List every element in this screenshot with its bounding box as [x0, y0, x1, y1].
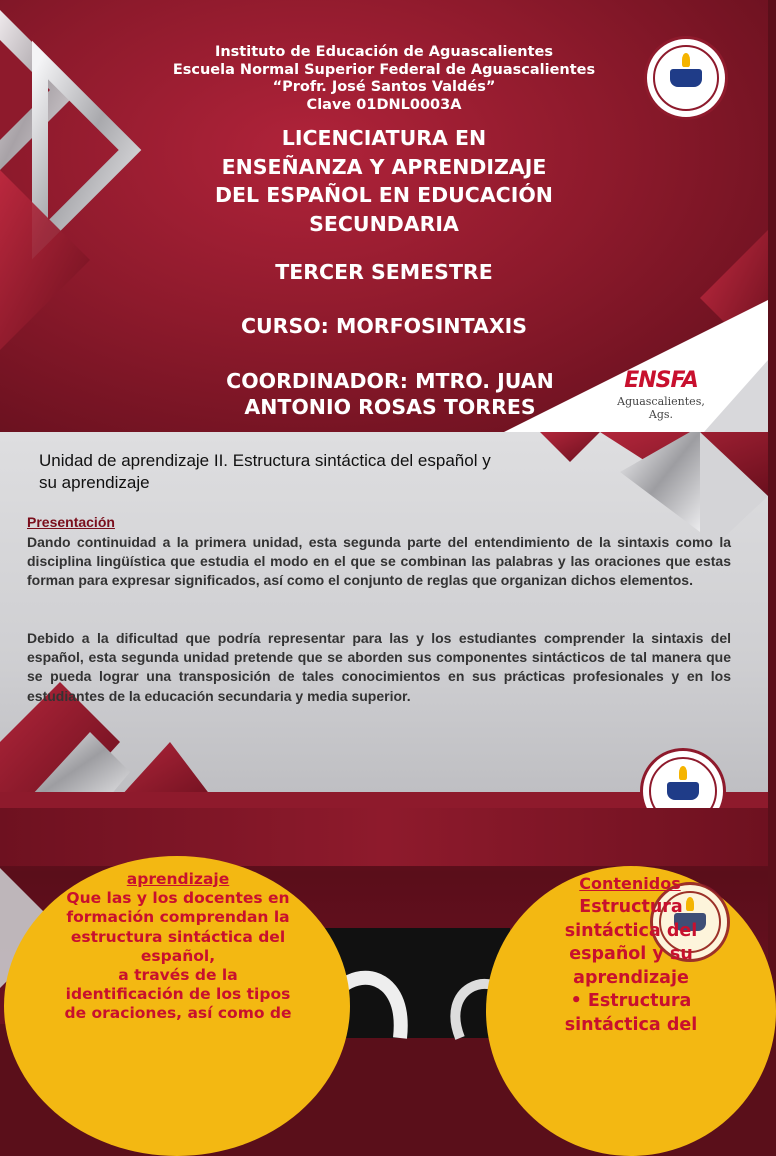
contents-line: español y su [569, 944, 693, 964]
objective-line: español, [140, 946, 216, 965]
program-title [130, 124, 638, 238]
school-seal-icon [644, 36, 728, 120]
objective-line: a través de la [118, 966, 238, 985]
ensfa-logo-mark: ENSFA [624, 368, 698, 393]
objective-line: de oraciones, así como de [64, 1004, 292, 1023]
contents-line: • Estructura [570, 991, 692, 1011]
course-label: CURSO: MORFOSINTAXIS [240, 314, 528, 338]
institute-header [120, 44, 648, 114]
objectives-slide [0, 808, 768, 1035]
presentation-paragraph: Dando continuidad a la primera unidad, esta segunda parte del entendimiento de la sintaxis como la disciplina lingüística que estudia el modo en el que se combinan las palabras y las oraciones que estas forman para expresar significados, así como el conjunto de reglas que organizan dichos elementos. [27, 534, 731, 589]
institute-line: Clave 01DNL0003A [306, 96, 462, 113]
presentation-title: Presentación [27, 514, 115, 530]
unit-heading: Unidad de aprendizaje II. Estructura sintáctica del español y su aprendizaje [39, 451, 491, 492]
contents-text [520, 896, 742, 1037]
contents-line: Estructura [579, 897, 683, 917]
contents-line: sintáctica del [564, 920, 698, 941]
objective-line: Que las y los docentes en [66, 889, 290, 908]
program-line: LICENCIATURA EN [281, 126, 487, 150]
presentation-slide [0, 432, 768, 808]
contents-title: Contenidos [579, 874, 681, 893]
contents-line: sintáctica del [564, 1014, 698, 1035]
program-line: ENSEÑANZA Y APRENDIZAJE [221, 154, 547, 179]
coordinator-line: COORDINADOR: MTRO. JUAN [226, 369, 554, 393]
cover-slide [0, 0, 768, 432]
institute-line: Instituto de Educación de Aguascalientes [214, 44, 554, 60]
objective-text [44, 870, 312, 1024]
objective-line: formación comprendan la [66, 908, 290, 927]
ensfa-logo [606, 368, 716, 421]
institute-line: “Profr. José Santos Valdés” [272, 79, 496, 95]
program-line: SECUNDARIA [309, 211, 459, 236]
coordinator-line: ANTONIO ROSAS TORRES [244, 395, 536, 419]
presentation-paragraph: Debido a la dificultad que podría representar para las y los estudiantes comprender la sintaxis del español, esta segunda unidad pretende que se aborden sus componentes sintácticos de tal manera que se pueda lograr una transposición de tales conocimientos en sus prácticas profesionales y en los estudiantes de la educación secundaria y media superior. [27, 630, 731, 704]
objective-title: aprendizaje [126, 870, 230, 888]
objective-line: identificación de los tipos [65, 985, 291, 1004]
contents-line: aprendizaje [573, 967, 689, 988]
ensfa-logo-city: Aguascalientes, Ags. [617, 395, 705, 421]
objective-line: estructura sintáctica del [70, 927, 286, 946]
program-line: DEL ESPAÑOL EN EDUCACIÓN [215, 183, 553, 207]
coordinator-label [150, 368, 630, 420]
semester-label: TERCER SEMESTRE [275, 260, 493, 284]
institute-line: Escuela Normal Superior Federal de Aguascalientes [172, 61, 596, 78]
